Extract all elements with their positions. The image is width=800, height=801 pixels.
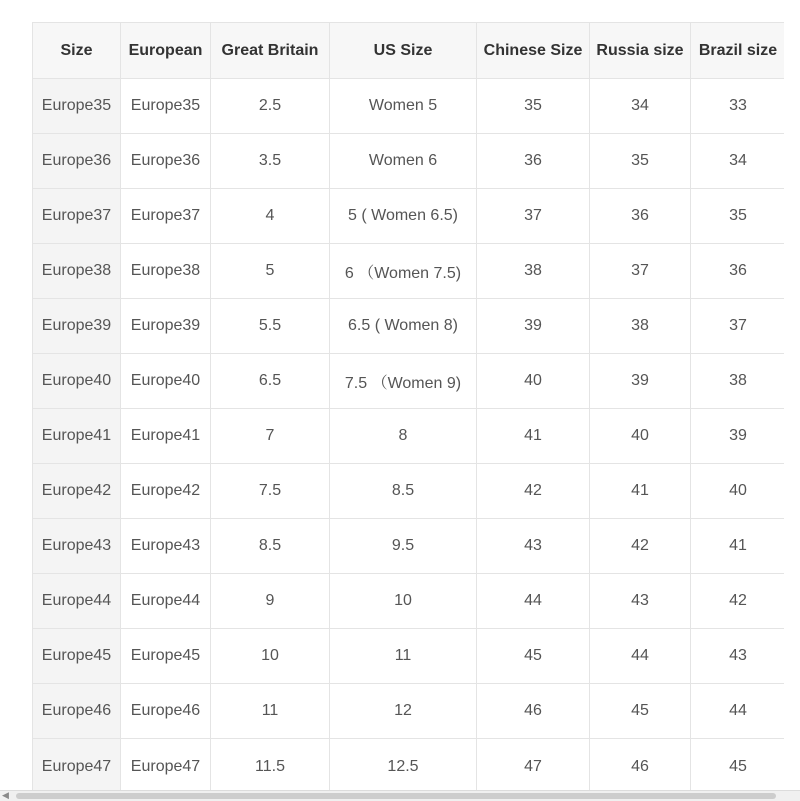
table-row bbox=[33, 409, 785, 464]
cell-brazil-size: 40 bbox=[691, 464, 785, 519]
cell-russia-size: 36 bbox=[590, 189, 691, 244]
cell-chinese-size: 45 bbox=[477, 629, 590, 684]
cell-us-size: 8 bbox=[330, 409, 477, 464]
cell-size: Europe35 bbox=[33, 79, 121, 134]
cell-great-britain: 7 bbox=[211, 409, 330, 464]
cell-size: Europe43 bbox=[33, 519, 121, 574]
cell-size: Europe41 bbox=[33, 409, 121, 464]
horizontal-scrollbar[interactable] bbox=[0, 790, 800, 801]
cell-size: Europe44 bbox=[33, 574, 121, 629]
cell-chinese-size: 36 bbox=[477, 134, 590, 189]
header-us-size: US Size bbox=[330, 23, 477, 79]
table-row bbox=[33, 574, 785, 629]
cell-great-britain: 6.5 bbox=[211, 354, 330, 409]
cell-us-size: 6 （Women 7.5) bbox=[330, 244, 477, 299]
cell-chinese-size: 35 bbox=[477, 79, 590, 134]
cell-great-britain: 11.5 bbox=[211, 739, 330, 791]
cell-european: Europe42 bbox=[121, 464, 211, 519]
cell-us-size: 12.5 bbox=[330, 739, 477, 791]
header-brazil-size: Brazil size bbox=[691, 23, 785, 79]
cell-size: Europe38 bbox=[33, 244, 121, 299]
cell-brazil-size: 37 bbox=[691, 299, 785, 354]
cell-us-size: 9.5 bbox=[330, 519, 477, 574]
size-chart-container[interactable] bbox=[32, 22, 784, 790]
cell-chinese-size: 44 bbox=[477, 574, 590, 629]
cell-us-size: 8.5 bbox=[330, 464, 477, 519]
size-chart-table bbox=[32, 22, 784, 790]
header-chinese-size: Chinese Size bbox=[477, 23, 590, 79]
cell-russia-size: 34 bbox=[590, 79, 691, 134]
cell-great-britain: 11 bbox=[211, 684, 330, 739]
cell-brazil-size: 35 bbox=[691, 189, 785, 244]
table-row bbox=[33, 684, 785, 739]
table-row bbox=[33, 244, 785, 299]
cell-great-britain: 2.5 bbox=[211, 79, 330, 134]
cell-chinese-size: 47 bbox=[477, 739, 590, 791]
cell-us-size: 11 bbox=[330, 629, 477, 684]
cell-russia-size: 35 bbox=[590, 134, 691, 189]
cell-chinese-size: 37 bbox=[477, 189, 590, 244]
cell-brazil-size: 33 bbox=[691, 79, 785, 134]
header-russia-size: Russia size bbox=[590, 23, 691, 79]
cell-russia-size: 42 bbox=[590, 519, 691, 574]
cell-european: Europe43 bbox=[121, 519, 211, 574]
cell-russia-size: 44 bbox=[590, 629, 691, 684]
cell-great-britain: 9 bbox=[211, 574, 330, 629]
table-row bbox=[33, 464, 785, 519]
table-row bbox=[33, 519, 785, 574]
cell-chinese-size: 46 bbox=[477, 684, 590, 739]
header-great-britain: Great Britain bbox=[211, 23, 330, 79]
cell-european: Europe39 bbox=[121, 299, 211, 354]
cell-european: Europe45 bbox=[121, 629, 211, 684]
cell-brazil-size: 44 bbox=[691, 684, 785, 739]
cell-brazil-size: 39 bbox=[691, 409, 785, 464]
table-row bbox=[33, 739, 785, 791]
cell-great-britain: 4 bbox=[211, 189, 330, 244]
cell-chinese-size: 39 bbox=[477, 299, 590, 354]
cell-great-britain: 7.5 bbox=[211, 464, 330, 519]
table-row bbox=[33, 354, 785, 409]
cell-european: Europe37 bbox=[121, 189, 211, 244]
cell-size: Europe46 bbox=[33, 684, 121, 739]
table-row bbox=[33, 79, 785, 134]
cell-us-size: Women 6 bbox=[330, 134, 477, 189]
cell-european: Europe41 bbox=[121, 409, 211, 464]
cell-european: Europe35 bbox=[121, 79, 211, 134]
table-body bbox=[33, 79, 785, 791]
cell-us-size: 5 ( Women 6.5) bbox=[330, 189, 477, 244]
cell-us-size: Women 5 bbox=[330, 79, 477, 134]
cell-great-britain: 5.5 bbox=[211, 299, 330, 354]
cell-great-britain: 3.5 bbox=[211, 134, 330, 189]
cell-brazil-size: 38 bbox=[691, 354, 785, 409]
cell-brazil-size: 43 bbox=[691, 629, 785, 684]
cell-size: Europe47 bbox=[33, 739, 121, 791]
cell-us-size: 10 bbox=[330, 574, 477, 629]
chevron-left-icon[interactable]: ◀ bbox=[2, 791, 9, 801]
cell-size: Europe40 bbox=[33, 354, 121, 409]
cell-size: Europe42 bbox=[33, 464, 121, 519]
cell-european: Europe36 bbox=[121, 134, 211, 189]
cell-brazil-size: 34 bbox=[691, 134, 785, 189]
cell-european: Europe38 bbox=[121, 244, 211, 299]
cell-russia-size: 41 bbox=[590, 464, 691, 519]
table-row bbox=[33, 299, 785, 354]
scrollbar-thumb[interactable] bbox=[16, 793, 776, 799]
cell-us-size: 7.5 （Women 9) bbox=[330, 354, 477, 409]
table-row bbox=[33, 134, 785, 189]
table-row bbox=[33, 629, 785, 684]
cell-chinese-size: 43 bbox=[477, 519, 590, 574]
table-header bbox=[33, 23, 785, 79]
cell-size: Europe37 bbox=[33, 189, 121, 244]
cell-russia-size: 38 bbox=[590, 299, 691, 354]
cell-european: Europe46 bbox=[121, 684, 211, 739]
cell-russia-size: 43 bbox=[590, 574, 691, 629]
cell-brazil-size: 45 bbox=[691, 739, 785, 791]
cell-russia-size: 37 bbox=[590, 244, 691, 299]
cell-russia-size: 39 bbox=[590, 354, 691, 409]
cell-brazil-size: 42 bbox=[691, 574, 785, 629]
cell-russia-size: 45 bbox=[590, 684, 691, 739]
cell-russia-size: 46 bbox=[590, 739, 691, 791]
header-european: European bbox=[121, 23, 211, 79]
cell-size: Europe45 bbox=[33, 629, 121, 684]
cell-chinese-size: 40 bbox=[477, 354, 590, 409]
cell-chinese-size: 38 bbox=[477, 244, 590, 299]
cell-us-size: 6.5 ( Women 8) bbox=[330, 299, 477, 354]
cell-great-britain: 8.5 bbox=[211, 519, 330, 574]
cell-brazil-size: 36 bbox=[691, 244, 785, 299]
cell-great-britain: 10 bbox=[211, 629, 330, 684]
cell-size: Europe39 bbox=[33, 299, 121, 354]
cell-brazil-size: 41 bbox=[691, 519, 785, 574]
cell-russia-size: 40 bbox=[590, 409, 691, 464]
cell-european: Europe47 bbox=[121, 739, 211, 791]
header-size: Size bbox=[33, 23, 121, 79]
header-row bbox=[33, 23, 785, 79]
cell-european: Europe44 bbox=[121, 574, 211, 629]
table-row bbox=[33, 189, 785, 244]
cell-size: Europe36 bbox=[33, 134, 121, 189]
cell-chinese-size: 41 bbox=[477, 409, 590, 464]
cell-great-britain: 5 bbox=[211, 244, 330, 299]
cell-european: Europe40 bbox=[121, 354, 211, 409]
cell-chinese-size: 42 bbox=[477, 464, 590, 519]
cell-us-size: 12 bbox=[330, 684, 477, 739]
